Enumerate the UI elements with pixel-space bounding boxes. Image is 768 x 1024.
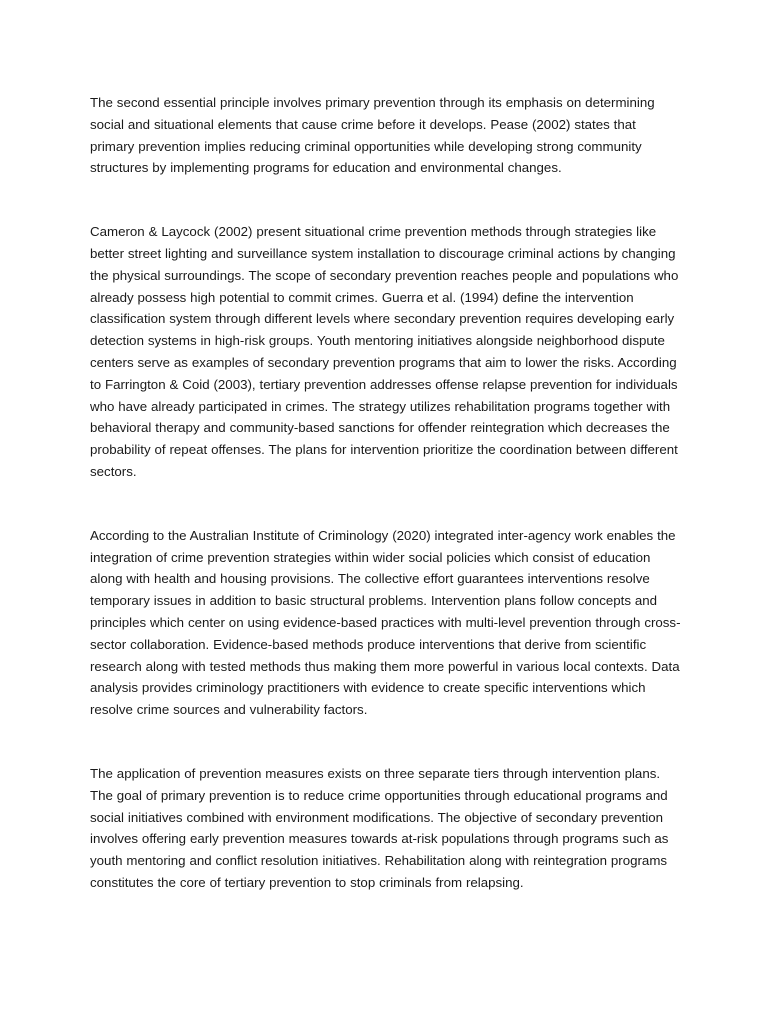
paragraph-inter-agency-integration: According to the Australian Institute of Criminology (2020) integrated inter-agency work enables the integration of crime prevention strategies within wider social policies which consist of education along with health and housing provisions. The collective effort guarantees interventions resolve temporary issues in addition to basic structural problems. Intervention plans follow concepts and principles which center on using evidence-based practices with multi-level prevention through cross-sector collaboration. Evidence-based methods produce interventions that derive from scientific research along with tested methods thus making them more powerful in various local contexts. Data analysis provides criminology practitioners with evidence to create specific interventions which resolve crime sources and vulnerability factors. bbox=[90, 527, 681, 718]
document-body bbox=[90, 92, 682, 894]
paragraph-secondary-tertiary-prevention: Cameron & Laycock (2002) present situational crime prevention methods through strategies like better street lighting and surveillance system installation to discourage criminal actions by changing the physical surroundings. The scope of secondary prevention reaches people and populations who already possess high potential to commit crimes. Guerra et al. (1994) define the intervention classification system through different levels where secondary prevention requires developing early detection systems in high-risk groups. Youth mentoring initiatives alongside neighborhood dispute centers serve as examples of secondary prevention programs that aim to lower the risks. According to Farrington & Coid (2003), tertiary prevention addresses offense relapse prevention for individuals who have already participated in crimes. The strategy utilizes rehabilitation programs together with behavioral therapy and community-based sanctions for offender reintegration which decreases the probability of repeat offenses. The plans for intervention prioritize the coordination between different sectors. bbox=[90, 224, 679, 479]
paragraph-three-tiers-summary: The application of prevention measures exists on three separate tiers through intervention plans. The goal of primary prevention is to reduce crime opportunities through educational programs and social initiatives combined with environment modifications. The objective of secondary prevention involves offering early prevention measures towards at-risk populations through programs such as youth mentoring and conflict resolution initiatives. Rehabilitation along with reintegration programs constitutes the core of tertiary prevention to stop criminals from relapsing. bbox=[90, 765, 669, 890]
paragraph-primary-prevention: The second essential principle involves primary prevention through its emphasis on determining social and situational elements that cause crime before it develops. Pease (2002) states that primary prevention implies reducing criminal opportunities while developing strong community structures by implementing programs for education and environmental changes. bbox=[90, 95, 655, 176]
